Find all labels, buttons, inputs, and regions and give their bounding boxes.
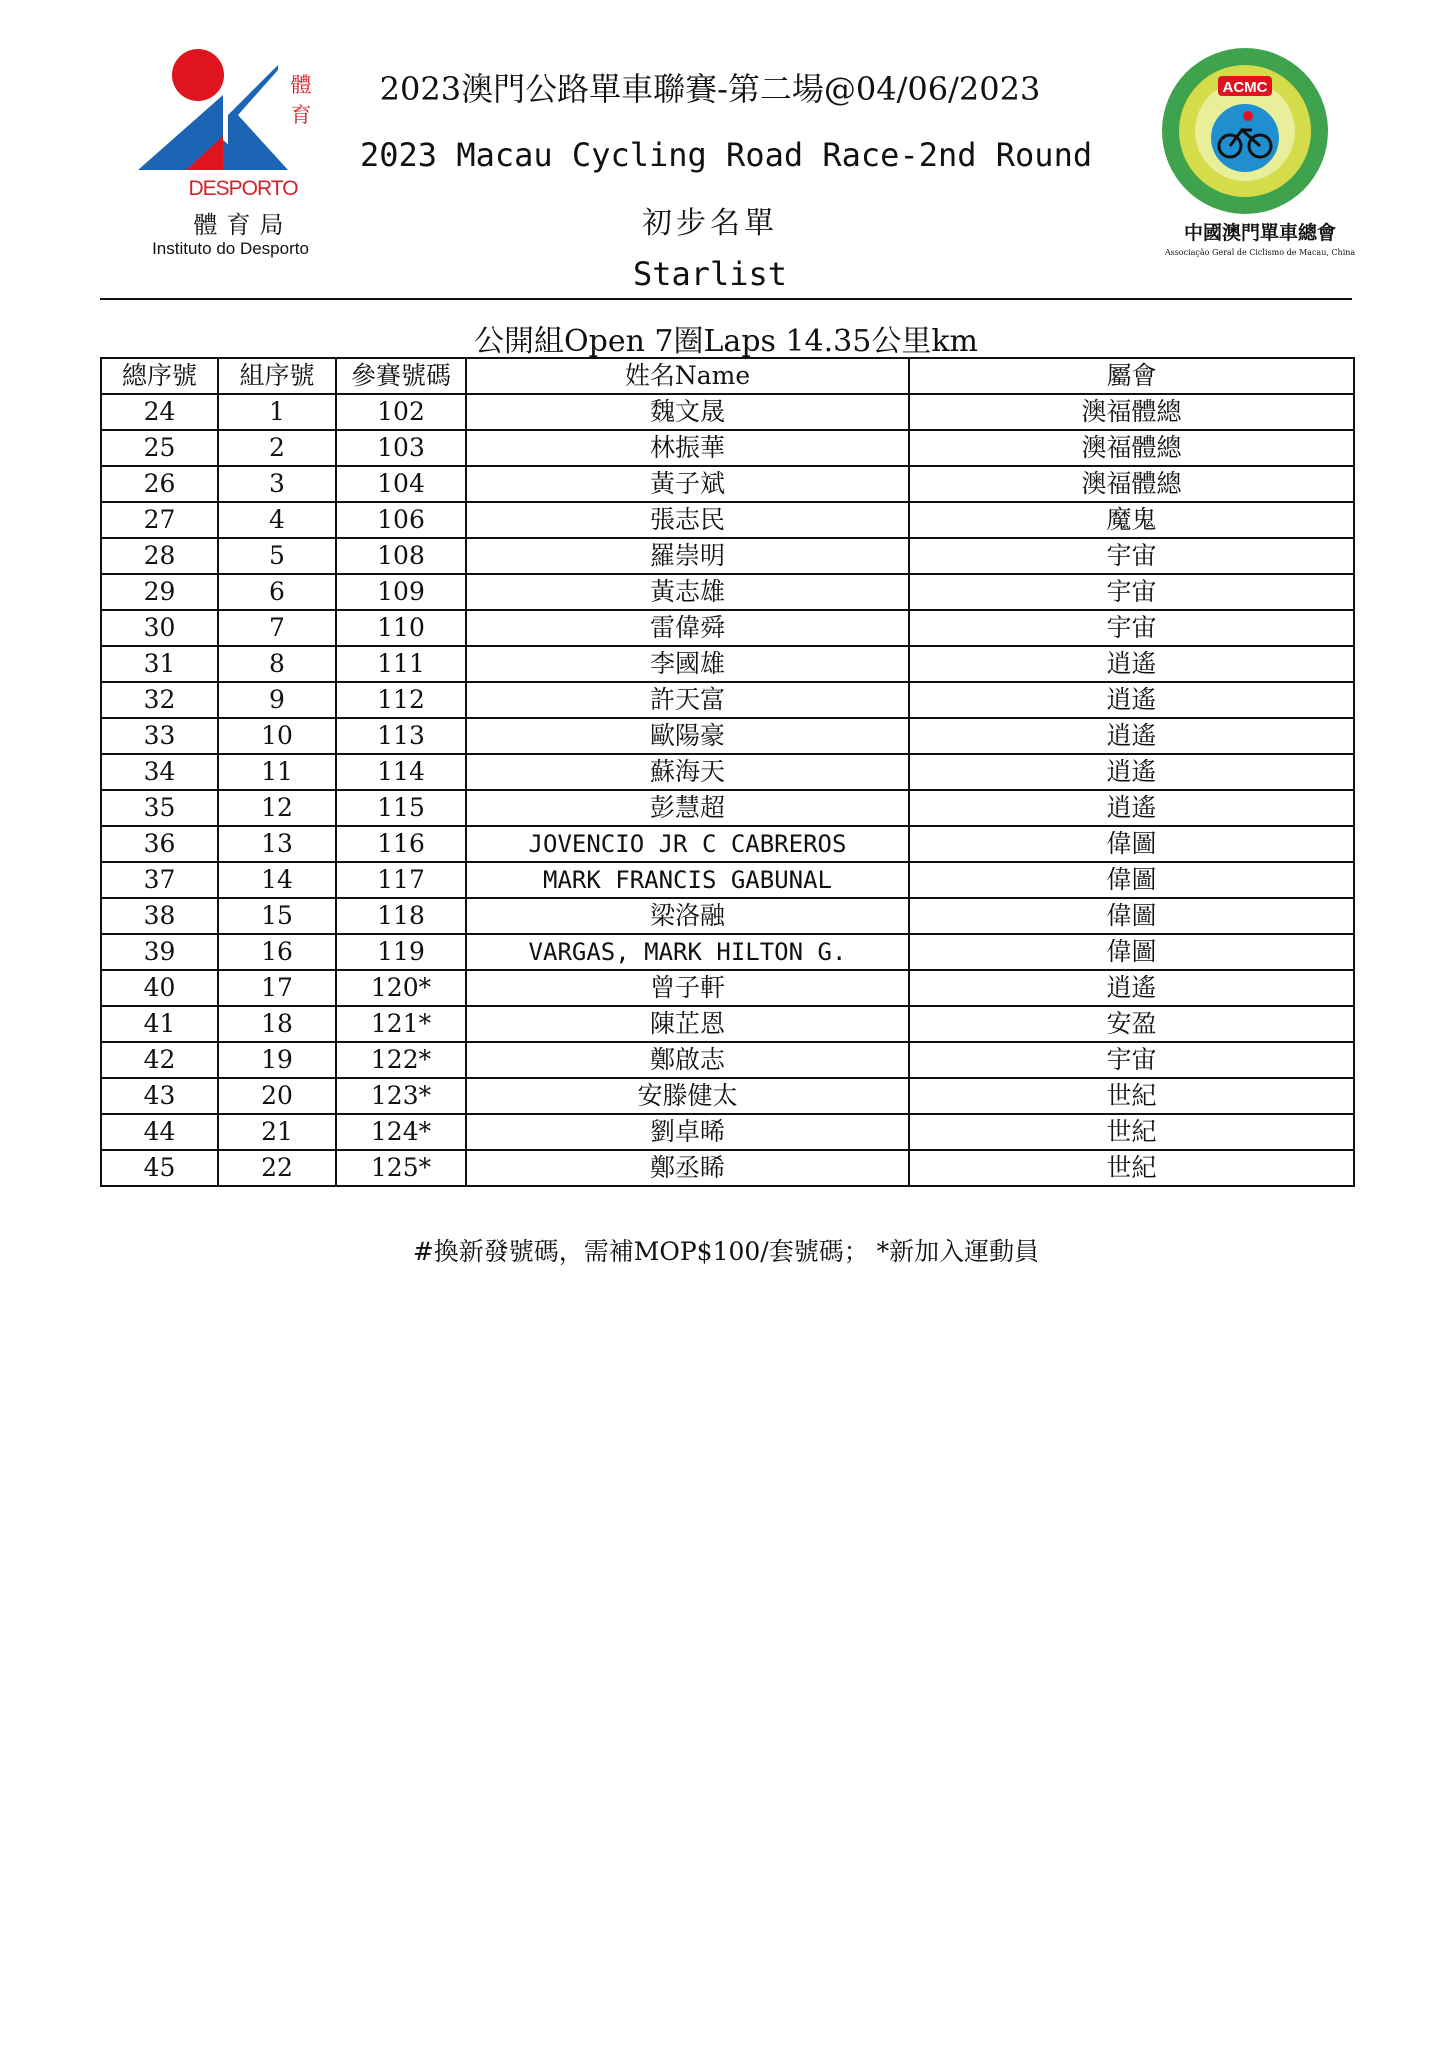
club-cell: 宇宙: [909, 610, 1354, 646]
name-cell: 曾子軒: [466, 970, 909, 1006]
group-no-cell: 7: [218, 610, 336, 646]
bib-no-cell: 119: [336, 934, 466, 970]
logo-side-text: 體育: [290, 73, 312, 127]
group-no-cell: 9: [218, 682, 336, 718]
table-row: [101, 574, 1354, 610]
group-no-cell: 17: [218, 970, 336, 1006]
table-row: [101, 970, 1354, 1006]
title-en: 2023 Macau Cycling Road Race-2nd Round: [360, 136, 1093, 174]
overall-no-cell: 40: [101, 970, 218, 1006]
group-no-cell: 10: [218, 718, 336, 754]
table-row: [101, 1114, 1354, 1150]
name-cell: MARK FRANCIS GABUNAL: [466, 862, 909, 898]
overall-no-cell: 36: [101, 826, 218, 862]
acmc-name-pt: Associação Geral de Ciclismo de Macau, China: [1164, 248, 1356, 257]
bib-no-cell: 108: [336, 538, 466, 574]
table-row: [101, 538, 1354, 574]
bib-no-cell: 103: [336, 430, 466, 466]
table-row: [101, 790, 1354, 826]
table-row: [101, 502, 1354, 538]
club-cell: 世紀: [909, 1150, 1354, 1186]
table-row: [101, 1078, 1354, 1114]
bib-no-cell: 114: [336, 754, 466, 790]
acmc-badge-text: ACMC: [1222, 79, 1268, 96]
bib-no-cell: 111: [336, 646, 466, 682]
col-overall-no: 總序號: [101, 358, 218, 394]
club-cell: 偉圖: [909, 898, 1354, 934]
name-cell: 黃志雄: [466, 574, 909, 610]
overall-no-cell: 26: [101, 466, 218, 502]
name-cell: 彭慧超: [466, 790, 909, 826]
overall-no-cell: 38: [101, 898, 218, 934]
club-cell: 逍遙: [909, 718, 1354, 754]
group-no-cell: 22: [218, 1150, 336, 1186]
name-cell: JOVENCIO JR C CABREROS: [466, 826, 909, 862]
overall-no-cell: 33: [101, 718, 218, 754]
name-cell: 陳芷恩: [466, 1006, 909, 1042]
bib-no-cell: 122*: [336, 1042, 466, 1078]
overall-no-cell: 28: [101, 538, 218, 574]
club-cell: 偉圖: [909, 862, 1354, 898]
club-cell: 偉圖: [909, 826, 1354, 862]
name-cell: 雷偉舜: [466, 610, 909, 646]
overall-no-cell: 35: [101, 790, 218, 826]
table-row: [101, 934, 1354, 970]
bib-no-cell: 121*: [336, 1006, 466, 1042]
name-cell: VARGAS, MARK HILTON G.: [466, 934, 909, 970]
footnote: #換新發號碼，需補MOP$100/套號碼； *新加入運動員: [412, 1237, 1040, 1266]
bib-no-cell: 102: [336, 394, 466, 430]
group-no-cell: 1: [218, 394, 336, 430]
club-cell: 世紀: [909, 1078, 1354, 1114]
overall-no-cell: 24: [101, 394, 218, 430]
overall-no-cell: 34: [101, 754, 218, 790]
bib-no-cell: 109: [336, 574, 466, 610]
table-row: [101, 430, 1354, 466]
club-cell: 宇宙: [909, 574, 1354, 610]
bib-no-cell: 117: [336, 862, 466, 898]
name-cell: 鄭啟志: [466, 1042, 909, 1078]
club-cell: 宇宙: [909, 1042, 1354, 1078]
group-no-cell: 11: [218, 754, 336, 790]
logo-name-pt: Instituto do Desporto: [152, 239, 309, 258]
table-row: [101, 898, 1354, 934]
name-cell: 黃子斌: [466, 466, 909, 502]
table-row: [101, 466, 1354, 502]
club-cell: 安盈: [909, 1006, 1354, 1042]
club-cell: 澳福體總: [909, 466, 1354, 502]
group-no-cell: 20: [218, 1078, 336, 1114]
name-cell: 李國雄: [466, 646, 909, 682]
table-row: [101, 1042, 1354, 1078]
bib-no-cell: 124*: [336, 1114, 466, 1150]
name-cell: 劉卓晞: [466, 1114, 909, 1150]
table-row: [101, 394, 1354, 430]
bib-no-cell: 110: [336, 610, 466, 646]
bib-no-cell: 115: [336, 790, 466, 826]
group-no-cell: 21: [218, 1114, 336, 1150]
overall-no-cell: 43: [101, 1078, 218, 1114]
header-divider: [100, 298, 1352, 300]
table-row: [101, 826, 1354, 862]
overall-no-cell: 29: [101, 574, 218, 610]
group-no-cell: 19: [218, 1042, 336, 1078]
col-club: 屬會: [909, 358, 1354, 394]
subtitle-en: Starlist: [632, 255, 788, 293]
title-zh: 2023澳門公路單車聯賽-第二場@04/06/2023: [379, 70, 1041, 108]
subtitle-zh: 初步名單: [642, 206, 778, 241]
club-cell: 逍遙: [909, 754, 1354, 790]
name-cell: 鄭丞睎: [466, 1150, 909, 1186]
overall-no-cell: 45: [101, 1150, 218, 1186]
table-row: [101, 754, 1354, 790]
group-no-cell: 12: [218, 790, 336, 826]
overall-no-cell: 32: [101, 682, 218, 718]
desporto-logo: [128, 40, 333, 265]
group-no-cell: 8: [218, 646, 336, 682]
club-cell: 偉圖: [909, 934, 1354, 970]
bib-no-cell: 106: [336, 502, 466, 538]
bib-no-cell: 120*: [336, 970, 466, 1006]
overall-no-cell: 41: [101, 1006, 218, 1042]
name-cell: 林振華: [466, 430, 909, 466]
col-bib-no: 參賽號碼: [336, 358, 466, 394]
club-cell: 逍遙: [909, 682, 1354, 718]
group-no-cell: 3: [218, 466, 336, 502]
group-no-cell: 13: [218, 826, 336, 862]
bib-no-cell: 112: [336, 682, 466, 718]
table-header-row: [101, 358, 1354, 394]
acmc-name-zh: 中國澳門單車總會: [1183, 222, 1336, 244]
group-no-cell: 15: [218, 898, 336, 934]
club-cell: 逍遙: [909, 646, 1354, 682]
overall-no-cell: 31: [101, 646, 218, 682]
bib-no-cell: 113: [336, 718, 466, 754]
starlist-table: [100, 357, 1355, 1187]
name-cell: 安滕健太: [466, 1078, 909, 1114]
overall-no-cell: 30: [101, 610, 218, 646]
group-no-cell: 14: [218, 862, 336, 898]
overall-no-cell: 25: [101, 430, 218, 466]
name-cell: 張志民: [466, 502, 909, 538]
acmc-emblem-icon: [1160, 46, 1330, 216]
name-cell: 魏文晟: [466, 394, 909, 430]
overall-no-cell: 37: [101, 862, 218, 898]
group-no-cell: 6: [218, 574, 336, 610]
table-row: [101, 718, 1354, 754]
table-row: [101, 1150, 1354, 1186]
col-group-no: 組序號: [218, 358, 336, 394]
table-row: [101, 646, 1354, 682]
club-cell: 澳福體總: [909, 430, 1354, 466]
bib-no-cell: 118: [336, 898, 466, 934]
group-no-cell: 18: [218, 1006, 336, 1042]
name-cell: 梁洛融: [466, 898, 909, 934]
group-no-cell: 2: [218, 430, 336, 466]
bib-no-cell: 123*: [336, 1078, 466, 1114]
club-cell: 魔鬼: [909, 502, 1354, 538]
overall-no-cell: 42: [101, 1042, 218, 1078]
overall-no-cell: 27: [101, 502, 218, 538]
bib-no-cell: 125*: [336, 1150, 466, 1186]
table-row: [101, 1006, 1354, 1042]
group-title: 公開組Open 7圈Laps 14.35公里km: [474, 324, 978, 359]
logo-name-zh: 體育局: [193, 211, 293, 239]
name-cell: 歐陽豪: [466, 718, 909, 754]
club-cell: 世紀: [909, 1114, 1354, 1150]
club-cell: 宇宙: [909, 538, 1354, 574]
group-no-cell: 4: [218, 502, 336, 538]
overall-no-cell: 44: [101, 1114, 218, 1150]
overall-no-cell: 39: [101, 934, 218, 970]
club-cell: 逍遙: [909, 790, 1354, 826]
name-cell: 羅崇明: [466, 538, 909, 574]
acmc-logo: [1160, 46, 1380, 266]
table-row: [101, 682, 1354, 718]
bib-no-cell: 104: [336, 466, 466, 502]
col-name: 姓名Name: [466, 358, 909, 394]
bib-no-cell: 116: [336, 826, 466, 862]
group-no-cell: 5: [218, 538, 336, 574]
table-row: [101, 610, 1354, 646]
group-no-cell: 16: [218, 934, 336, 970]
name-cell: 蘇海天: [466, 754, 909, 790]
club-cell: 逍遙: [909, 970, 1354, 1006]
table-row: [101, 862, 1354, 898]
logo-brand: DESPORTO: [188, 177, 298, 200]
club-cell: 澳福體總: [909, 394, 1354, 430]
name-cell: 許天富: [466, 682, 909, 718]
